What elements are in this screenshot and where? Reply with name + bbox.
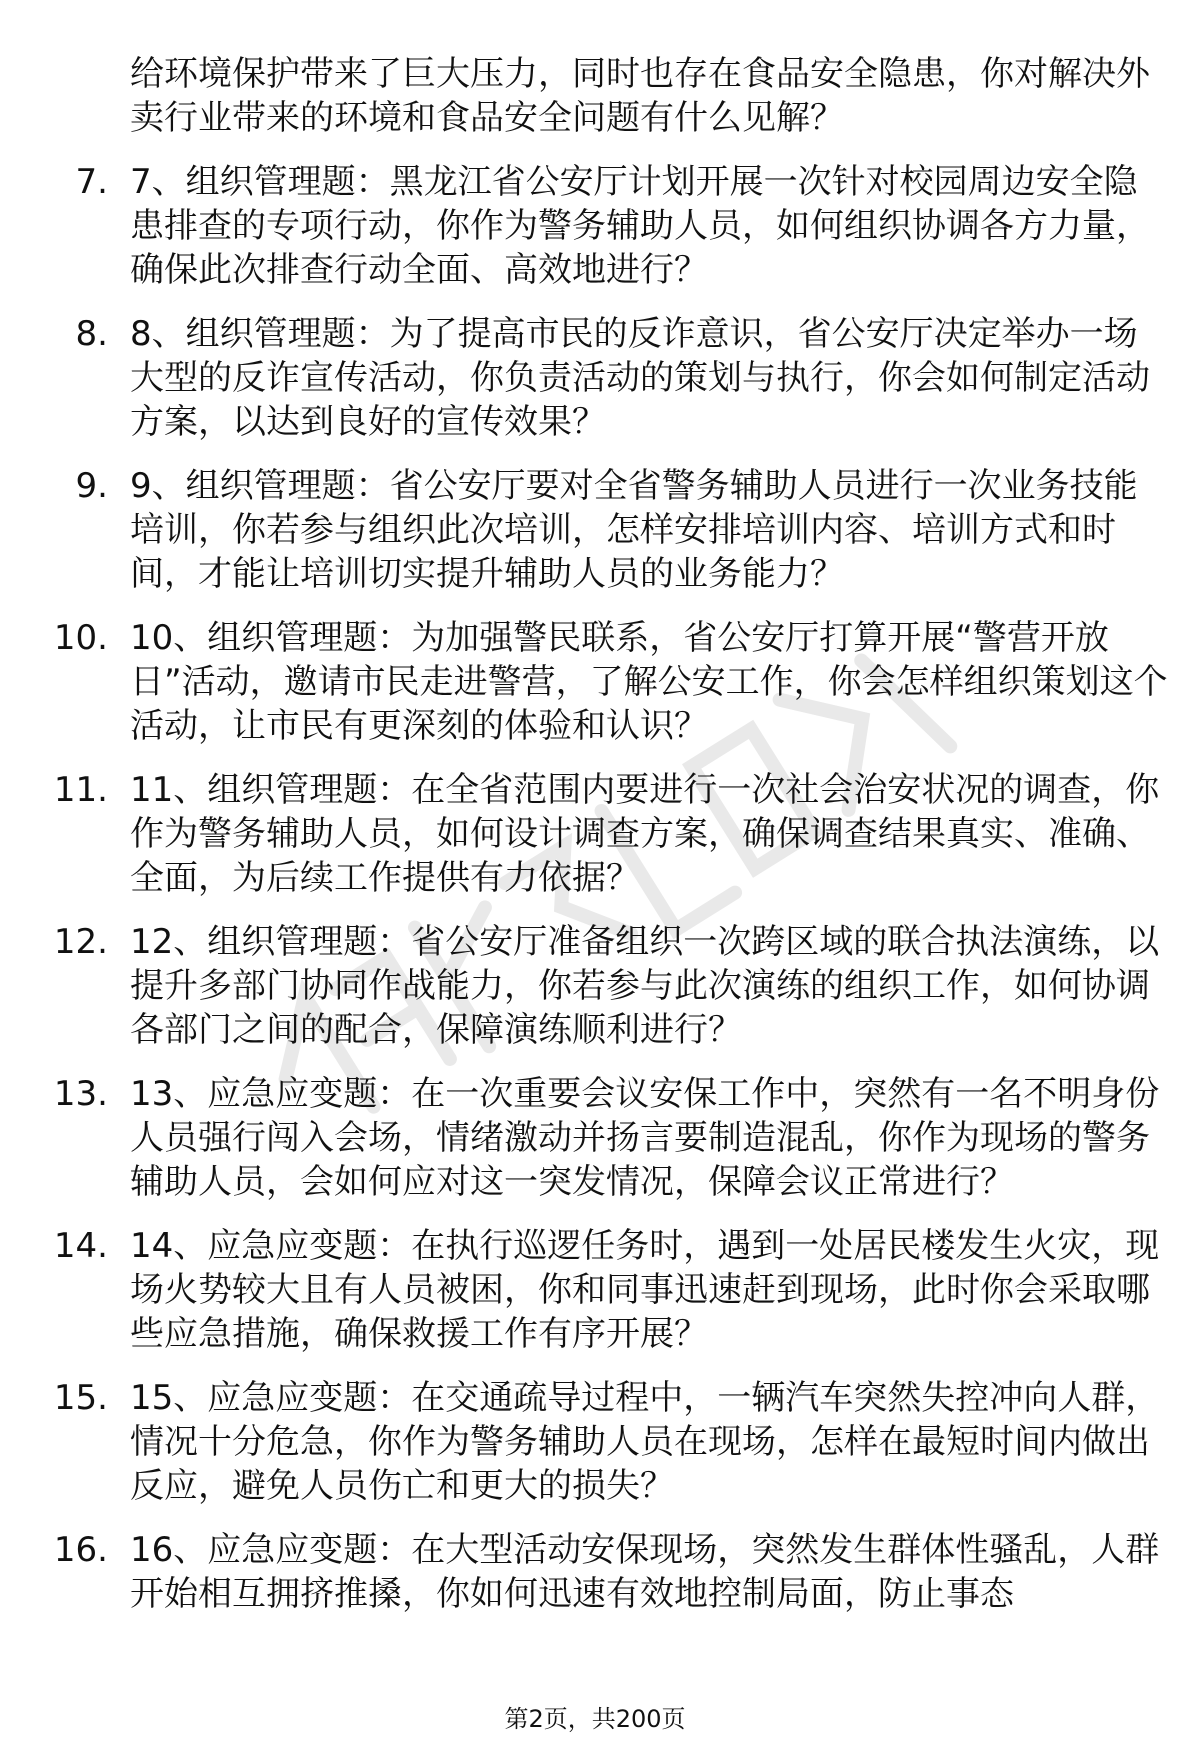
question-text: 13、应急应变题：在一次重要会议安保工作中，突然有一名不明身份人员强行闯入会场，情绪激动并扬言要制造混乱，你作为现场的警务辅助人员，会如何应对这一突发情况，保障会议正常进行？ bbox=[130, 1074, 1160, 1202]
question-number: 12. bbox=[53, 922, 108, 962]
list-item bbox=[0, 768, 1170, 900]
list-item bbox=[0, 1072, 1170, 1204]
list-item bbox=[0, 920, 1170, 1052]
list-item bbox=[0, 616, 1170, 748]
continued-question-text: 给环境保护带来了巨大压力，同时也存在食品安全隐患，你对解决外卖行业带来的环境和食品安全问题有什么见解？ bbox=[130, 54, 1150, 138]
list-item bbox=[0, 160, 1170, 292]
question-list bbox=[0, 160, 1190, 1636]
question-number: 15. bbox=[53, 1378, 108, 1418]
list-item bbox=[0, 1224, 1170, 1356]
list-item bbox=[0, 464, 1170, 596]
list-item bbox=[0, 1528, 1170, 1616]
question-number: 10. bbox=[53, 618, 108, 658]
question-text: 9、组织管理题：省公安厅要对全省警务辅助人员进行一次业务技能培训，你若参与组织此次培训，怎样安排培训内容、培训方式和时间，才能让培训切实提升辅助人员的业务能力？ bbox=[130, 466, 1138, 594]
question-number: 7. bbox=[75, 162, 108, 202]
question-number: 11. bbox=[53, 770, 108, 810]
question-number: 8. bbox=[75, 314, 108, 354]
question-number: 14. bbox=[53, 1226, 108, 1266]
question-text: 16、应急应变题：在大型活动安保现场，突然发生群体性骚乱，人群开始相互拥挤推搡，你如何迅速有效地控制局面，防止事态 bbox=[130, 1530, 1160, 1614]
question-number: 9. bbox=[75, 466, 108, 506]
question-text: 7、组织管理题：黑龙江省公安厅计划开展一次针对校园周边安全隐患排查的专项行动，你作为警务辅助人员，如何组织协调各方力量，确保此次排查行动全面、高效地进行？ bbox=[130, 162, 1150, 290]
page-footer: 第2页，共200页 bbox=[504, 1705, 686, 1733]
question-number: 13. bbox=[53, 1074, 108, 1114]
question-number: 16. bbox=[53, 1530, 108, 1570]
question-text: 8、组织管理题：为了提高市民的反诈意识，省公安厅决定举办一场大型的反诈宣传活动，你负责活动的策划与执行，你会如何制定活动方案，以达到良好的宣传效果？ bbox=[130, 314, 1150, 442]
question-text: 12、组织管理题：省公安厅准备组织一次跨区域的联合执法演练，以提升多部门协同作战能力，你若参与此次演练的组织工作，如何协调各部门之间的配合，保障演练顺利进行？ bbox=[130, 922, 1160, 1050]
question-text: 11、组织管理题：在全省范围内要进行一次社会治安状况的调查，你作为警务辅助人员，如何设计调查方案，确保调查结果真实、准确、全面，为后续工作提供有力依据？ bbox=[130, 770, 1160, 898]
list-item bbox=[0, 312, 1170, 444]
list-item bbox=[0, 1376, 1170, 1508]
question-text: 10、组织管理题：为加强警民联系，省公安厅打算开展“警营开放日”活动，邀请市民走进警营，了解公安工作，你会怎样组织策划这个活动，让市民有更深刻的体验和认识？ bbox=[130, 618, 1168, 746]
question-text: 14、应急应变题：在执行巡逻任务时，遇到一处居民楼发生火灾，现场火势较大且有人员被困，你和同事迅速赶到现场，此时你会采取哪些应急措施，确保救援工作有序开展？ bbox=[130, 1226, 1160, 1354]
question-text: 15、应急应变题：在交通疏导过程中，一辆汽车突然失控冲向人群，情况十分危急，你作为警务辅助人员在现场，怎样在最短时间内做出反应，避免人员伤亡和更大的损失？ bbox=[130, 1378, 1160, 1506]
